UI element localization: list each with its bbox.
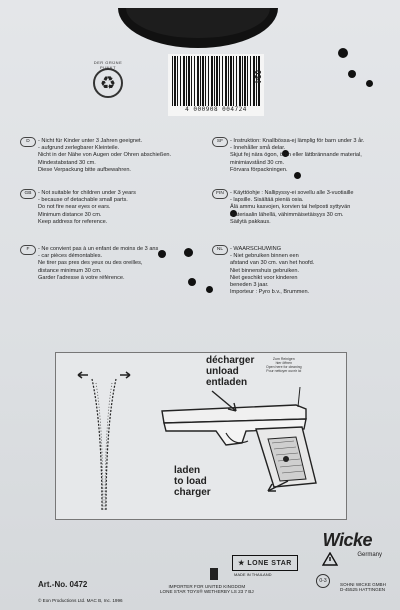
barcode (168, 54, 264, 116)
instruction-line: Nicht in der Nähe von Augen oder Ohren abschießen. (38, 152, 172, 159)
note-line: hier öffnen (275, 361, 293, 365)
load-label-line: charger (174, 487, 211, 498)
star-icon: ★ (238, 560, 248, 567)
instructions-nl (216, 246, 315, 296)
puncture-hole (184, 248, 193, 257)
instruction-line: - car pièces démontables. (38, 253, 103, 260)
puncture-hole (206, 286, 213, 293)
note-line: Zum Reinigen (272, 357, 295, 361)
barcode-number: 4 000908 004724 (185, 106, 247, 113)
instruction-line: Keep address for reference. (38, 218, 108, 225)
instruction-line: - Nicht für Kinder unter 3 Jahren geeignet. (38, 138, 143, 144)
instruction-line: materiaalin lähellä, vähimmäisetäisyys 30 cm. (230, 211, 344, 218)
instruction-line: Skjut fej nära ögon, öron eller lättbrännande material, (230, 152, 362, 159)
recycle-caption: DER GRÜNE PUNKT (93, 60, 123, 70)
cap-icon (210, 568, 218, 580)
instruction-line: afstand van 30 cm. van het hoofd. (230, 260, 315, 267)
instruction-line: Niet geschikt voor kinderen (230, 274, 298, 281)
instruction-line: Minimum distance 30 cm. (38, 211, 102, 218)
instruction-line: - aufgrund zerlegbarer Kleinteile. (38, 145, 120, 152)
lone-star-label: LONE STAR (247, 559, 292, 567)
puncture-hole (348, 70, 356, 78)
importer-line: LONE STAR TOYS® WETHERBY LS 23 7 BJ (160, 589, 254, 594)
instruction-line: - Instruktion: Knallbössa-ej lämplig för barn under 3 år. (230, 138, 365, 144)
unload-label-line: entladen (206, 377, 248, 388)
unload-label-line: décharger (206, 355, 255, 366)
manufacturer-line: D-45525 HATTINGEN (340, 587, 386, 592)
hang-hole (118, 8, 278, 48)
instruction-line: distance minimum 30 cm. (38, 267, 102, 274)
note-line: Open here for cleaning (266, 365, 302, 369)
made-in-label: MADE IN THAILAND (234, 572, 272, 577)
instruction-line: - Ne convient pas à un enfant de moins de 3 ans (38, 246, 159, 252)
instructions-gb (24, 190, 136, 226)
recycle-icon: ♻ (93, 68, 123, 98)
article-number: Art.-No. 0472 (38, 580, 88, 589)
lang-code-badge: NL (212, 245, 228, 255)
green-dot-logo (88, 60, 128, 104)
barcode-bars (172, 56, 260, 106)
lang-code-badge: FIN (212, 189, 228, 199)
brand-logo: Wicke (322, 530, 372, 550)
instruction-line: Förvara förpackningen. (230, 166, 288, 173)
side-code: 034 (253, 70, 262, 84)
instruction-line: Do not fire near eyes or ears. (38, 204, 111, 211)
instruction-line: - WAARSCHUWING (230, 246, 282, 252)
instruction-line: - Niet gebruiken binnen een (230, 253, 299, 260)
instruction-line: minimiavstånd 30 cm. (230, 159, 285, 166)
puncture-hole (366, 80, 373, 87)
instruction-line: Säilytä pakkaus. (230, 218, 271, 225)
instruction-line: beneden 3 jaar. (230, 282, 269, 289)
instruction-line: - because of detachable small parts. (38, 197, 128, 204)
instructions-fr (26, 246, 159, 282)
instruction-line: - Innehåller små delar. (230, 145, 286, 152)
note-line: Pour nettoyer ouvrir ici (266, 369, 302, 373)
load-label-line: laden (174, 465, 201, 476)
unload-label-line: unload (206, 366, 239, 377)
instructions-sf (216, 138, 365, 174)
load-label (174, 465, 211, 498)
puncture-hole (338, 48, 348, 58)
age-warning-icon: 0-3 (316, 574, 330, 588)
lone-star-logo (232, 555, 298, 571)
loading-diagram (55, 352, 347, 520)
instruction-line: Garder l'adresse à votre référence. (38, 274, 125, 281)
manufacturer-line: SOHNI WICKE GMBH (340, 582, 386, 587)
instruction-line: Niet binnenshuis gebruiken. (230, 267, 300, 274)
instruction-line: Importeur : Pyro b.v., Brummen. (230, 289, 310, 296)
lang-code-badge: D (20, 137, 36, 147)
instruction-line: - lapsille. Sisältää pieniä osia. (230, 197, 304, 204)
instruction-line: Diese Verpackung bitte aufbewahren. (38, 166, 131, 173)
instructions-fin (216, 190, 354, 226)
instructions-de (26, 138, 172, 174)
importer-line: IMPORTER FOR UNITED KINGDOM (168, 584, 246, 589)
puncture-hole (158, 250, 166, 258)
load-label-line: to load (174, 476, 207, 487)
instruction-line: Ne tirer pas pres des yeux ou des oreilles, (38, 260, 143, 267)
importer-info (160, 584, 254, 594)
instruction-line: Mindestabstand 30 cm. (38, 159, 96, 166)
copyright-line: © Eon Productions Ltd. MAC B, Inc. 1996 (38, 598, 123, 603)
cleaning-note (266, 357, 302, 373)
instruction-line: Älä ammu kasvojen, korvien tai helposti syttyvän (230, 204, 351, 211)
manufacturer-info (340, 582, 386, 592)
instruction-line: - Käyttöohje : Nallipyssy-ei sovellu alle 3-vuotiaille (230, 190, 354, 196)
lang-code-badge: F (20, 245, 36, 255)
country-label: Germany (357, 552, 382, 558)
instruction-line: - Not suitable for children under 3 years (38, 190, 136, 196)
warning-triangle-icon (322, 552, 338, 566)
lang-code-badge: GB (20, 189, 36, 199)
cap-strip-illustration (74, 365, 134, 513)
lang-code-badge: SF (212, 137, 228, 147)
puncture-hole (188, 278, 196, 286)
